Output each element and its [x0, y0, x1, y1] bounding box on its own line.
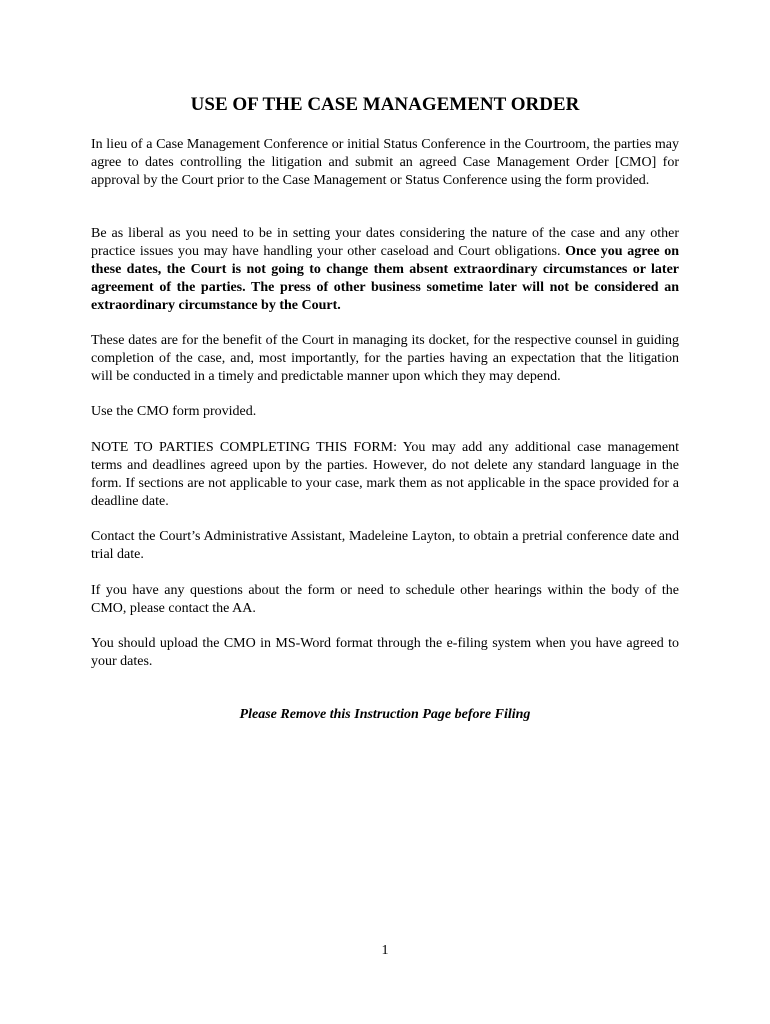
paragraph-setting-dates	[91, 225, 679, 315]
closing-instruction: Please Remove this Instruction Page before Filing	[239, 707, 531, 722]
paragraph-setting-dates-warning: Once you agree on these dates, the Court is not going to change them absent extraordinary circumstances or later agreement of the parties. The press of other business sometime later will not be considered an extraordinary circumstance by the Court.	[91, 244, 679, 313]
paragraph-use-form: Use the CMO form provided.	[91, 404, 257, 419]
paragraph-setting-dates-text: Be as liberal as you need to be in setting your dates considering the nature of the case and any other practice issues you may have handling your other caseload and Court obligations.	[91, 226, 679, 259]
paragraph-contact-assistant: Contact the Court’s Administrative Assistant, Madeleine Layton, to obtain a pretrial conference date and trial date.	[91, 529, 679, 562]
paragraph-upload: You should upload the CMO in MS-Word format through the e-filing system when you have agreed to your dates.	[91, 636, 679, 669]
document-title: USE OF THE CASE MANAGEMENT ORDER	[190, 94, 580, 115]
page-number: 1	[381, 943, 389, 958]
paragraph-questions: If you have any questions about the form or need to schedule other hearings within the body of the CMO, please contact the AA.	[91, 583, 679, 616]
paragraph-benefit: These dates are for the benefit of the Court in managing its docket, for the respective counsel in guiding completion of the case, and, most importantly, for the parties having an expectation that the litigation will be conducted in a timely and predictable manner upon which they may depend.	[91, 333, 679, 384]
paragraph-note-to-parties: NOTE TO PARTIES COMPLETING THIS FORM: You may add any additional case management terms and deadlines agreed upon by the parties. However, do not delete any standard language in the form. If sections are not applicable to your case, mark them as not applicable in the space provided for a deadline date.	[91, 440, 679, 509]
paragraph-cmo-intro: In lieu of a Case Management Conference or initial Status Conference in the Courtroom, the parties may agree to dates controlling the litigation and submit an agreed Case Management Order [CMO] for approval by the Court prior to the Case Management or Status Conference using the form provided.	[91, 137, 679, 188]
